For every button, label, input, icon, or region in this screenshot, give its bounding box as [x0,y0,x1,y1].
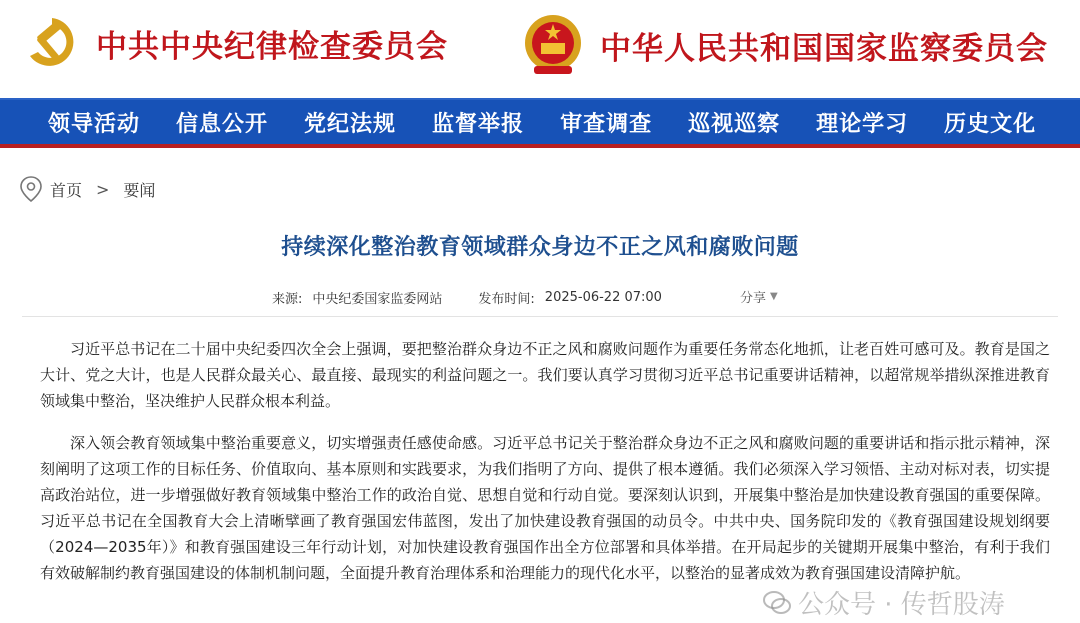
nav-item-history[interactable]: 历史文化 [944,110,1037,137]
breadcrumb [20,176,155,202]
time-label: 发布时间: [478,292,535,307]
paragraph: 深入领会教育领域集中整治重要意义，切实增强责任感使命感。习近平总书记关于整治群众身边不正之风和腐败问题的重要讲话和指示批示精神，深刻阐明了这项工作的目标任务、价值取向、基本原则和实践要求，为我们指明了方向、提供了根本遵循。我们必须深入学习领悟、主动对标对表，切实提高政治站位，进一步增强做好教育领域集中整治工作的政治自觉、思想自觉和行动自觉。要深刻认识到，开展集中整治是加快建设教育强国的重要保障。习近平总书记在全国教育大会上清晰擘画了教育强国宏伟蓝图，发出了加快建设教育强国的动员令。中共中央、国务院印发的《教育强国建设规划纲要（2024—2035年）》和教育强国建设三年行动计划，对加快建设教育强国作出全方位部署和具体举措。在开局起步的关键期开展集中整治，有利于我们有效破解制约教育强国建设的体制机制问题，全面提升教育治理体系和治理能力的现代化水平，以整治的显著成效为教育强国建设清障护航。 [40,434,1050,582]
meta-divider [22,316,1058,317]
article-body [40,336,1050,602]
source-value: 中央纪委国家监委网站 [312,292,443,307]
nav-item-info[interactable]: 信息公开 [176,110,269,137]
ccdi-logo-group[interactable] [22,12,448,74]
share-label: 分享 [740,291,767,306]
paragraph: 习近平总书记在二十届中央纪委四次全会上强调，要把整治群众身边不正之风和腐败问题作为重要任务常态化地抓，让老百姓可感可及。教育是国之大计、党之大计，也是人民群众最关心、最直接、最现实的利益问题之一。我们要认真学习贯彻习近平总书记重要讲话精神，以超常规举措纵深推进教育领域集中整治，坚决维护人民群众根本利益。 [40,340,1050,410]
wechat-icon [762,588,792,618]
nsc-name: 中华人民共和国国家监察委员会 [600,30,1048,67]
breadcrumb-separator: > [96,179,110,199]
breadcrumb-current[interactable]: 要闻 [123,180,156,200]
share-button[interactable] [740,287,778,306]
national-emblem-icon [520,10,586,80]
breadcrumb-home[interactable]: 首页 [50,180,83,200]
source-label: 来源: [272,292,303,307]
article-meta [272,288,662,307]
nav-item-investigation[interactable]: 审查调查 [560,110,653,137]
nsc-logo-group[interactable] [520,10,1048,80]
nav-item-inspection[interactable]: 巡视巡察 [688,110,781,137]
caret-down-icon: ▼ [770,291,778,302]
ccdi-name: 中共中央纪律检查委员会 [96,28,448,65]
time-value: 2025-06-22 07:00 [544,290,662,305]
article-title: 持续深化整治教育领域群众身边不正之风和腐败问题 [281,235,799,260]
nav-item-leadership[interactable]: 领导活动 [48,110,141,137]
main-nav [0,98,1080,148]
nav-item-theory[interactable]: 理论学习 [816,110,909,137]
location-pin-icon [20,176,42,202]
watermark [762,584,1005,621]
watermark-text: 公众号 · 传哲股涛 [798,590,1005,620]
hammer-sickle-emblem-icon [22,12,82,74]
nav-item-report[interactable]: 监督举报 [432,110,525,137]
nav-item-regulations[interactable]: 党纪法规 [304,110,397,137]
site-header [0,0,1080,98]
